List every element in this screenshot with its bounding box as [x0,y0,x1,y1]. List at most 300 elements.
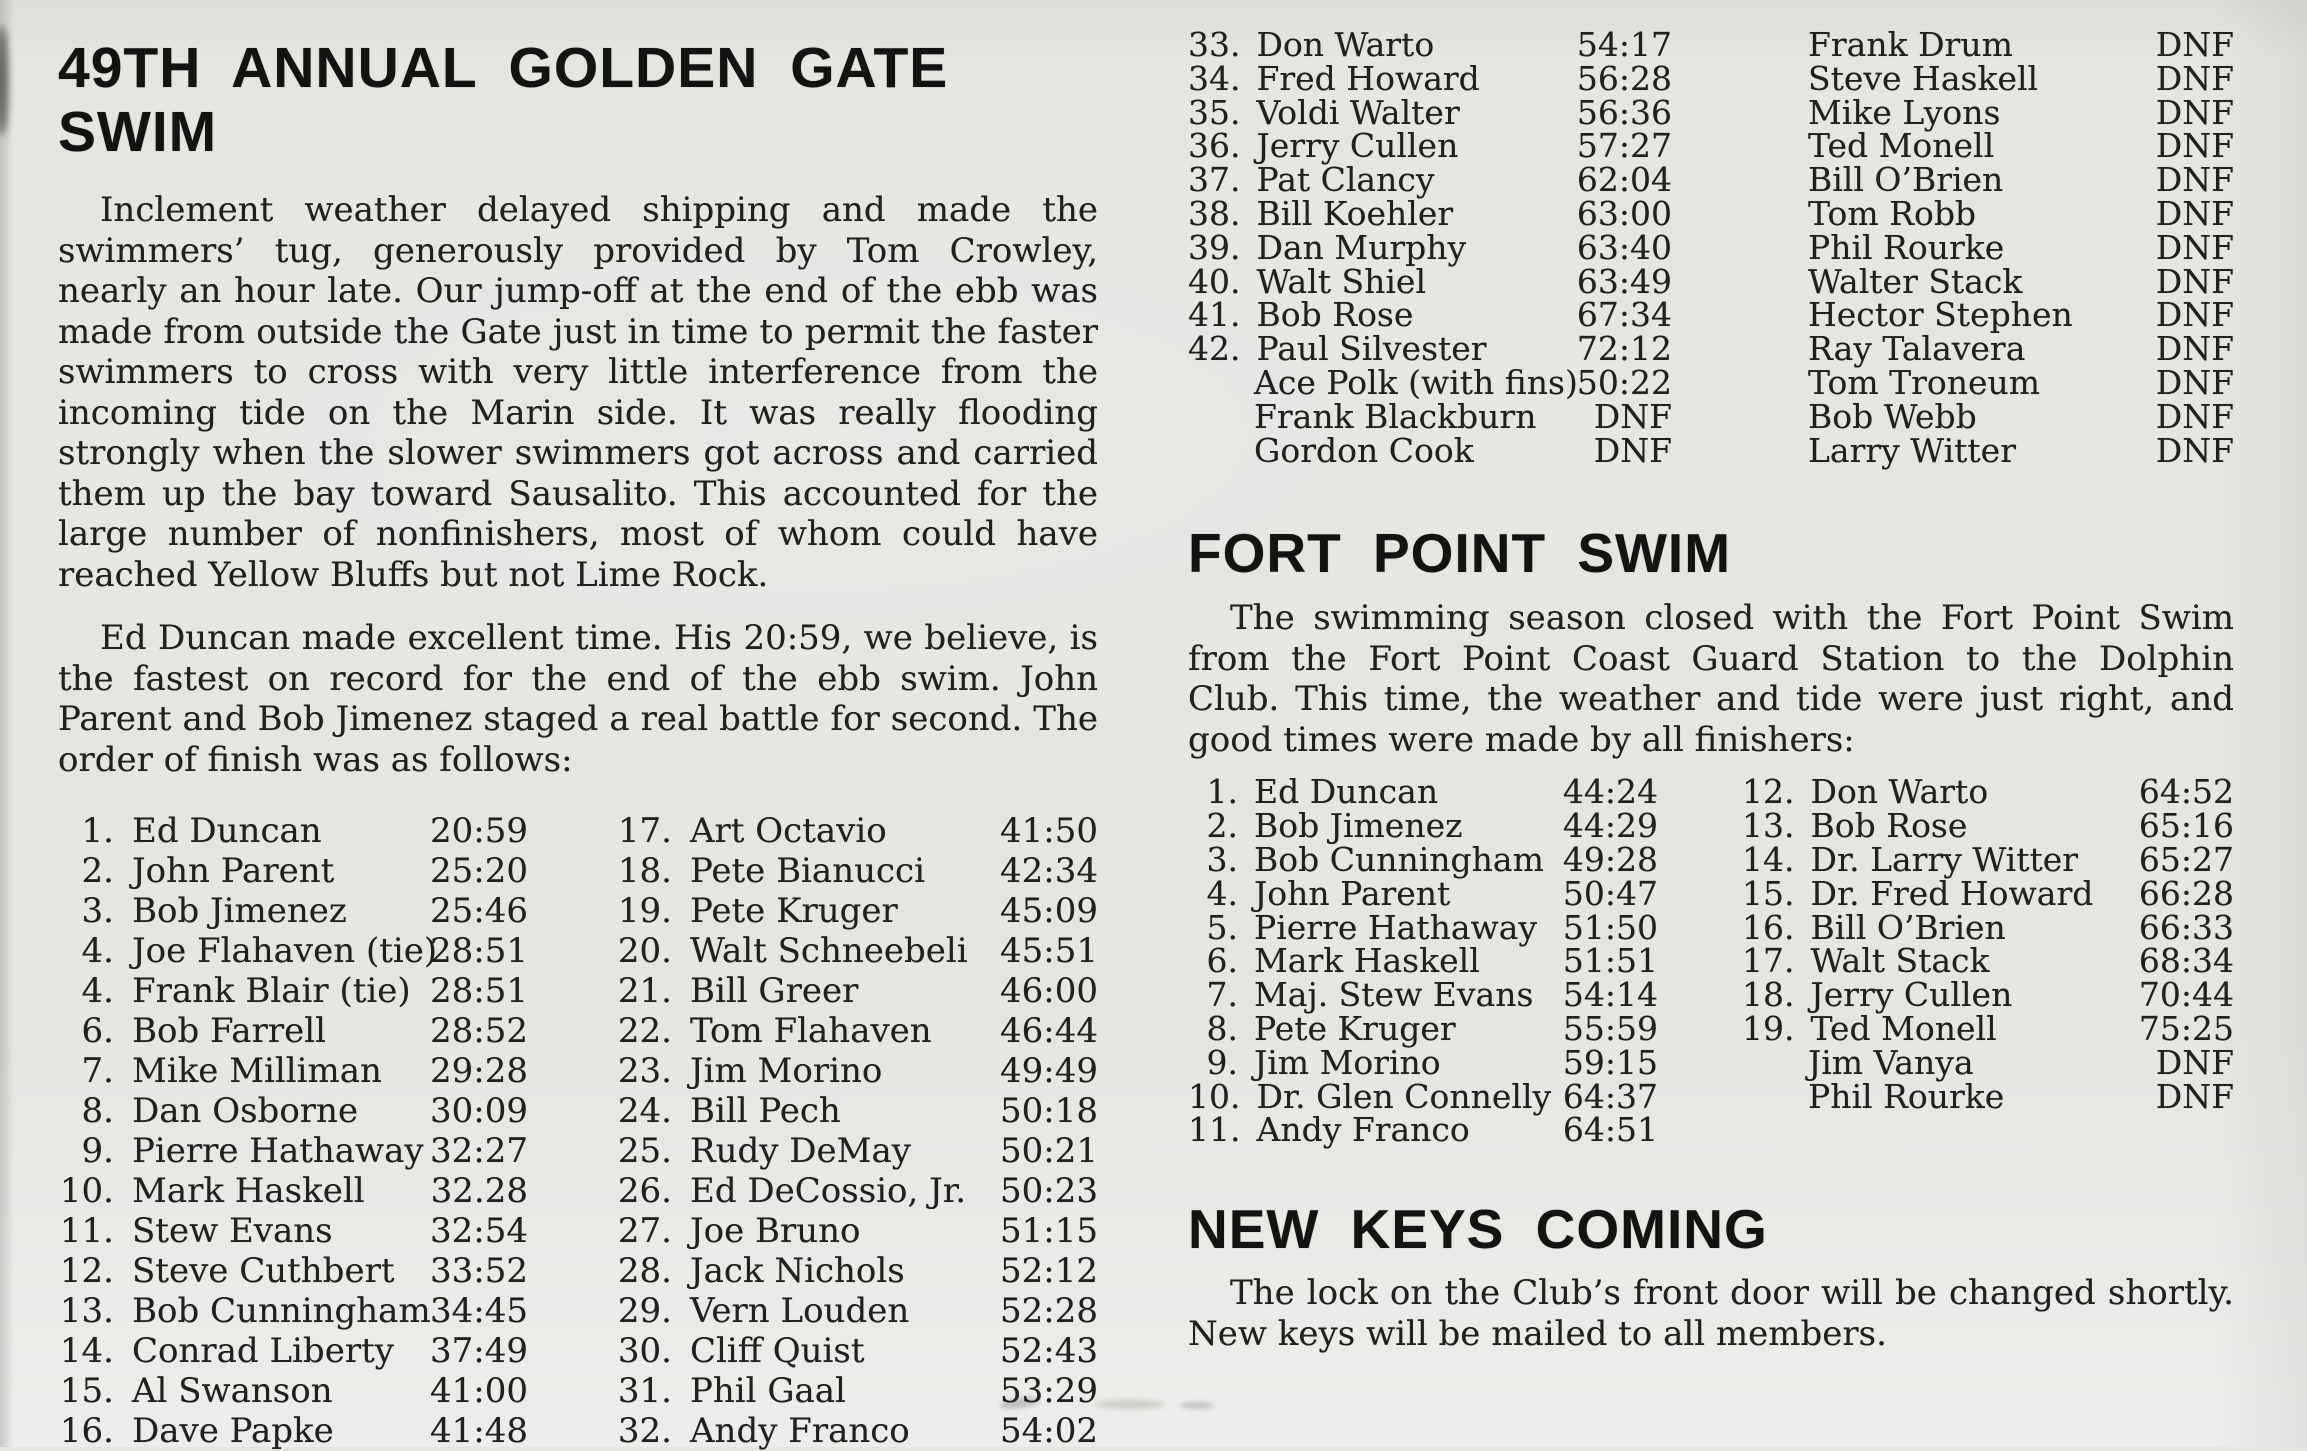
result-rank: 8. [1206,1008,1238,1048]
result-row [616,1291,1098,1331]
result-name: Bill Greer [690,971,859,1011]
result-time: 45:09 [1000,891,1098,931]
result-rank: 9. [1206,1042,1238,1082]
result-rank: 40. [1188,261,1241,301]
result-rank: 12. [59,1251,114,1291]
result-row [58,1291,528,1331]
result-name: Ace Polk (with fins) [1254,362,1578,402]
result-rank: 8. [81,1091,114,1131]
result-rank: 33. [1188,25,1241,64]
result-rank: 28. [617,1251,672,1291]
result-time: 63:00 [1576,193,1672,233]
result-time: 42:34 [1000,851,1098,891]
dnf-row [1808,227,2234,267]
result-rank: 42. [1188,329,1241,369]
result-row [616,971,1098,1011]
result-time: 75:25 [2138,1008,2234,1048]
dnf-status: DNF [2155,295,2234,335]
result-name: Bill Pech [690,1091,841,1131]
dnf-row [1808,160,2234,200]
result-time: 51:50 [1562,907,1658,947]
result-name: Stew Evans [132,1211,333,1251]
result-row [616,1331,1098,1371]
dnf-status: DNF [2155,329,2234,369]
result-row [58,1051,528,1091]
result-row [616,1171,1098,1211]
fort-point-results-col2 [1742,772,2234,1147]
result-time: 55:59 [1562,1008,1658,1048]
result-time: 51:15 [1000,1211,1098,1251]
result-rank: 3. [1206,839,1238,879]
dnf-name: Ted Monell [1808,126,1995,166]
result-name: Conrad Liberty [132,1331,394,1371]
result-row [58,1411,528,1451]
result-rank: 10. [1188,1076,1241,1116]
result-rank: 41. [1188,295,1241,335]
dnf-name: Larry Witter [1808,430,2016,470]
result-name: Andy Franco [690,1411,910,1451]
result-time: 20:59 [430,811,528,851]
result-rank: 17. [617,811,672,851]
result-rank: 14. [59,1331,114,1371]
result-time: 56:36 [1576,92,1672,132]
golden-gate-paragraph-1: Inclement weather delayed shipping and made the swimmers’ tug, generously provided by Tom Crowley, nearly an hour late. Our jump-off at the end of the ebb was made from outside the Gate just in time to permit the faster swimmers to cross with very little interference from the incoming tide on the Marin side. It was really flooding strongly when the slower swimmers got across and carried them up the bay toward Sausalito. This accounted for the large number of nonfinishers, most of whom could have reached Yellow Bluffs but not Lime Rock. [58,190,1098,595]
result-time: 66:28 [2138,873,2234,913]
result-row [58,1371,528,1411]
fort-point-results-col1 [1188,772,1658,1150]
result-time: 32:54 [430,1211,528,1251]
result-name: John Parent [132,851,335,891]
result-name: Phil Gaal [690,1371,846,1411]
result-time: 41:00 [430,1371,528,1411]
result-row [1742,1042,2234,1082]
result-row [1188,806,1658,846]
dnf-status: DNF [2155,193,2234,233]
golden-gate-results [58,811,1098,1451]
result-time: DNF [2155,1076,2234,1116]
result-time: 64:37 [1562,1076,1658,1116]
result-row [1742,839,2234,879]
dnf-row [1808,126,2234,166]
result-rank: 23. [617,1051,672,1091]
result-rank: 37. [1188,160,1241,200]
result-name: Al Swanson [132,1371,333,1411]
result-name: Maj. Stew Evans [1254,975,1534,1015]
result-time: 30:09 [430,1091,528,1131]
result-time: 28:51 [430,971,528,1011]
result-name: Bob Rose [1256,295,1414,335]
result-rank: 6. [81,1011,114,1051]
result-rank: 29. [617,1291,672,1331]
result-rank: 1. [81,811,114,851]
result-row [1188,295,1672,335]
result-row [1188,975,1658,1015]
result-name: Pierre Hathaway [132,1131,424,1171]
result-name: Walt Shiel [1256,261,1427,301]
result-time: 46:44 [1000,1011,1098,1051]
result-time: 50:18 [1000,1091,1098,1131]
result-rank: 2. [1206,806,1238,846]
result-row [1188,1110,1658,1150]
result-name: Jim Morino [1254,1042,1441,1082]
dnf-row [1808,25,2234,64]
result-name: Ed DeCossio, Jr. [690,1171,967,1211]
result-name: Mark Haskell [1254,941,1480,981]
result-rank: 30. [617,1331,672,1371]
dnf-status: DNF [2155,92,2234,132]
result-name: Ed Duncan [1254,772,1439,812]
result-rank: 1. [1206,772,1238,812]
result-row [616,1371,1098,1411]
result-time: 44:29 [1562,806,1658,846]
dnf-name: Ray Talavera [1808,329,2026,369]
result-time: 65:27 [2138,839,2234,879]
new-keys-paragraph: The lock on the Club’s front door will be changed shortly. New keys will be mailed to all members. [1188,1273,2234,1354]
result-rank: 18. [1742,975,1795,1015]
result-row [58,1251,528,1291]
result-name: Mark Haskell [132,1171,365,1211]
golden-gate-results-col3 [1188,25,1672,470]
result-rank: 13. [59,1291,114,1331]
result-rank: 19. [617,891,672,931]
result-rank: 20. [617,931,672,971]
result-rank: 38. [1188,193,1241,233]
result-time: 41:48 [430,1411,528,1451]
result-row [616,1251,1098,1291]
result-rank: 6. [1206,941,1238,981]
result-row [1188,193,1672,233]
result-name: Bob Jimenez [132,891,347,931]
result-rank: 15. [59,1371,114,1411]
dnf-row [1808,92,2234,132]
scan-edge-mark [0,26,8,136]
result-row [616,1051,1098,1091]
result-time: 70:44 [2138,975,2234,1015]
dnf-status: DNF [2155,227,2234,267]
result-rank: 39. [1188,227,1241,267]
result-row [1188,261,1672,301]
result-name: Walt Stack [1810,941,1990,981]
result-time: 29:28 [430,1051,528,1091]
result-row [58,1091,528,1131]
dnf-name: Mike Lyons [1808,92,2001,132]
result-time: 59:15 [1562,1042,1658,1082]
result-name: Jerry Cullen [1256,126,1459,166]
result-row [616,811,1098,851]
result-rank: 9. [81,1131,114,1171]
result-name: Fred Howard [1256,58,1480,98]
golden-gate-section [58,28,1098,1451]
result-rank: 12. [1742,772,1795,812]
result-name: Pete Bianucci [690,851,925,891]
scan-smudge [1095,1400,1165,1409]
result-time: 49:28 [1562,839,1658,879]
result-rank: 7. [81,1051,114,1091]
result-row [1188,1042,1658,1082]
result-time: 67:34 [1576,295,1672,335]
result-time: 66:33 [2138,907,2234,947]
result-row [1188,227,1672,267]
result-name: Tom Flahaven [690,1011,932,1051]
result-row [1188,362,1672,402]
result-rank: 35. [1188,92,1241,132]
dnf-row [1808,430,2234,470]
result-name: Don Warto [1810,772,1989,812]
result-row [1188,58,1672,98]
result-name: Dr. Fred Howard [1810,873,2094,913]
result-rank: 16. [59,1411,114,1451]
result-name: Don Warto [1256,25,1435,64]
result-name: Gordon Cook [1254,430,1474,470]
result-name: Bill Koehler [1256,193,1454,233]
result-name: John Parent [1254,873,1451,913]
result-name: Pierre Hathaway [1254,907,1538,947]
result-rank: 31. [617,1371,672,1411]
result-name: Dave Papke [132,1411,334,1451]
result-rank: 34. [1188,58,1241,98]
result-name: Joe Bruno [690,1211,861,1251]
result-rank: 16. [1742,907,1795,947]
dnf-name: Walter Stack [1808,261,2023,301]
result-row [1742,1008,2234,1048]
dnf-status: DNF [2155,25,2234,64]
result-name: Jim Vanya [1808,1042,1974,1082]
dnf-row [1808,58,2234,98]
golden-gate-title: 49TH ANNUAL GOLDEN GATE SWIM [58,36,949,164]
result-row [1742,907,2234,947]
result-time: 50:21 [1000,1131,1098,1171]
result-rank: 18. [617,851,672,891]
result-row [1188,126,1672,166]
result-row [616,931,1098,971]
result-name: Bob Rose [1810,806,1968,846]
dnf-name: Hector Stephen [1808,295,2073,335]
dnf-name: Tom Robb [1808,193,1977,233]
result-row [58,811,528,851]
result-row [58,891,528,931]
result-time: 52:12 [1000,1251,1098,1291]
result-name: Cliff Quist [690,1331,865,1371]
result-row [1188,329,1672,369]
result-row [1742,873,2234,913]
result-name: Joe Flahaven (tie) [132,931,438,971]
result-name: Jerry Cullen [1810,975,2013,1015]
result-row [616,1091,1098,1131]
result-row [616,1211,1098,1251]
dnf-row [1808,295,2234,335]
dnf-name: Steve Haskell [1808,58,2039,98]
golden-gate-results-continued [1188,25,2234,470]
result-row [58,1331,528,1371]
golden-gate-results-col2 [616,811,1098,1451]
result-rank: 21. [617,971,672,1011]
result-row [616,1411,1098,1451]
result-name: Bob Cunningham [132,1291,431,1331]
result-time: 54:14 [1562,975,1658,1015]
result-row [1188,873,1658,913]
result-time: 32.28 [430,1171,528,1211]
result-time: 62:04 [1576,160,1672,200]
result-row [1188,941,1658,981]
result-time: 72:12 [1576,329,1672,369]
scan-smudge [1180,1402,1214,1409]
result-row [616,1131,1098,1171]
result-rank: 25. [617,1131,672,1171]
result-row [58,1131,528,1171]
result-rank: 4. [1206,873,1238,913]
result-name: Dan Osborne [132,1091,359,1131]
result-time: 28:52 [430,1011,528,1051]
result-rank: 10. [59,1171,114,1211]
result-time: DNF [1593,430,1672,470]
result-row [1742,772,2234,812]
result-rank: 2. [81,851,114,891]
result-row [616,891,1098,931]
result-row [1188,25,1672,64]
dnf-row [1808,193,2234,233]
result-name: Pete Kruger [690,891,898,931]
dnf-name: Bill O’Brien [1808,160,2004,200]
dnf-row [1808,329,2234,369]
result-time: 54:17 [1576,25,1672,64]
dnf-name: Phil Rourke [1808,227,2005,267]
dnf-status: DNF [2155,396,2234,436]
result-rank: 4. [81,931,114,971]
result-time: DNF [1593,396,1672,436]
result-row [58,851,528,891]
result-time: 44:24 [1562,772,1658,812]
fort-point-paragraph: The swimming season closed with the Fort Point Swim from the Fort Point Coast Guard Station to the Dolphin Club. This time, the weather and tide were just right, and good times were made by all finishers: [1188,598,2234,760]
dnf-status: DNF [2155,160,2234,200]
result-name: Mike Milliman [132,1051,382,1091]
result-time: 57:27 [1576,126,1672,166]
result-name: Jim Morino [690,1051,883,1091]
result-row [1742,975,2234,1015]
result-row [1188,92,1672,132]
result-time: 56:28 [1576,58,1672,98]
result-rank: 11. [59,1211,114,1251]
result-name: Dr. Glen Connelly [1256,1076,1552,1116]
dnf-status: DNF [2155,261,2234,301]
result-rank: 36. [1188,126,1241,166]
dnf-status: DNF [2155,58,2234,98]
result-time: 49:49 [1000,1051,1098,1091]
result-row [1188,1076,1658,1116]
fort-point-title: FORT POINT SWIM [1188,522,1732,585]
result-time: 52:28 [1000,1291,1098,1331]
result-time: 28:51 [430,931,528,971]
result-name: Dan Murphy [1256,227,1467,267]
dnf-name: Frank Drum [1808,25,2013,64]
result-name: Walt Schneebeli [690,931,968,971]
result-time: 33:52 [430,1251,528,1291]
result-rank: 19. [1742,1008,1795,1048]
new-keys-title: NEW KEYS COMING [1188,1198,1768,1261]
result-rank: 27. [617,1211,672,1251]
result-row [58,971,528,1011]
result-time: 50:23 [1000,1171,1098,1211]
result-rank: 17. [1742,941,1795,981]
result-name: Bob Jimenez [1254,806,1463,846]
result-name: Pat Clancy [1256,160,1435,200]
result-name: Pete Kruger [1254,1008,1456,1048]
result-name: Ted Monell [1810,1008,1997,1048]
result-rank: 15. [1742,873,1795,913]
result-rank: 13. [1742,806,1795,846]
result-time: 68:34 [2138,941,2234,981]
result-row [1188,772,1658,812]
result-rank: 5. [1206,907,1238,947]
dnf-row [1808,261,2234,301]
result-row [1188,160,1672,200]
result-time: 25:46 [430,891,528,931]
result-time: 25:20 [430,851,528,891]
result-time: DNF [2155,1042,2234,1082]
dnf-status: DNF [2155,362,2234,402]
golden-gate-dnf-col [1808,25,2234,470]
result-name: Frank Blair (tie) [132,971,411,1011]
result-row [1188,1008,1658,1048]
result-row [1188,396,1672,436]
result-rank: 11. [1188,1110,1241,1150]
result-time: 32:27 [430,1131,528,1171]
dnf-status: DNF [2155,430,2234,470]
result-name: Paul Silvester [1256,329,1487,369]
result-rank: 22. [617,1011,672,1051]
result-rank: 3. [81,891,114,931]
result-row [616,1011,1098,1051]
result-name: Art Octavio [690,811,887,851]
fort-point-results [1188,772,2234,1150]
result-time: 64:52 [2138,772,2234,812]
result-time: 37:49 [430,1331,528,1371]
result-time: 46:00 [1000,971,1098,1011]
result-time: 51:51 [1562,941,1658,981]
result-rank: 32. [617,1411,672,1451]
result-name: Bob Cunningham [1254,839,1544,879]
dnf-row [1808,362,2234,402]
result-rank: 7. [1206,975,1238,1015]
dnf-row [1808,396,2234,436]
result-row [1742,1076,2234,1116]
result-name: Dr. Larry Witter [1810,839,2079,879]
result-time: 63:49 [1576,261,1672,301]
result-name: Rudy DeMay [690,1131,911,1171]
result-time: 50:47 [1562,873,1658,913]
result-name: Vern Louden [690,1291,910,1331]
result-time: 54:02 [1000,1411,1098,1451]
result-name: Frank Blackburn [1254,396,1537,436]
result-time: 34:45 [430,1291,528,1331]
result-name: Jack Nichols [690,1251,905,1291]
golden-gate-paragraph-2: Ed Duncan made excellent time. His 20:59, we believe, is the fastest on record for the end of the ebb swim. John Parent and Bob Jimenez staged a real battle for second. The order of finish was as follows: [58,618,1098,780]
result-name: Bob Farrell [132,1011,326,1051]
result-row [1188,907,1658,947]
result-rank: 26. [617,1171,672,1211]
result-rank: 4. [81,971,114,1011]
result-row [1742,806,2234,846]
result-time: 50:22 [1576,362,1672,402]
result-name: Ed Duncan [132,811,322,851]
result-row [1742,941,2234,981]
result-row [1188,430,1672,470]
result-name: Voldi Walter [1256,92,1460,132]
result-row [58,931,528,971]
result-row [616,851,1098,891]
result-time: 64:51 [1562,1110,1658,1150]
result-time: 45:51 [1000,931,1098,971]
golden-gate-results-col1 [58,811,528,1451]
